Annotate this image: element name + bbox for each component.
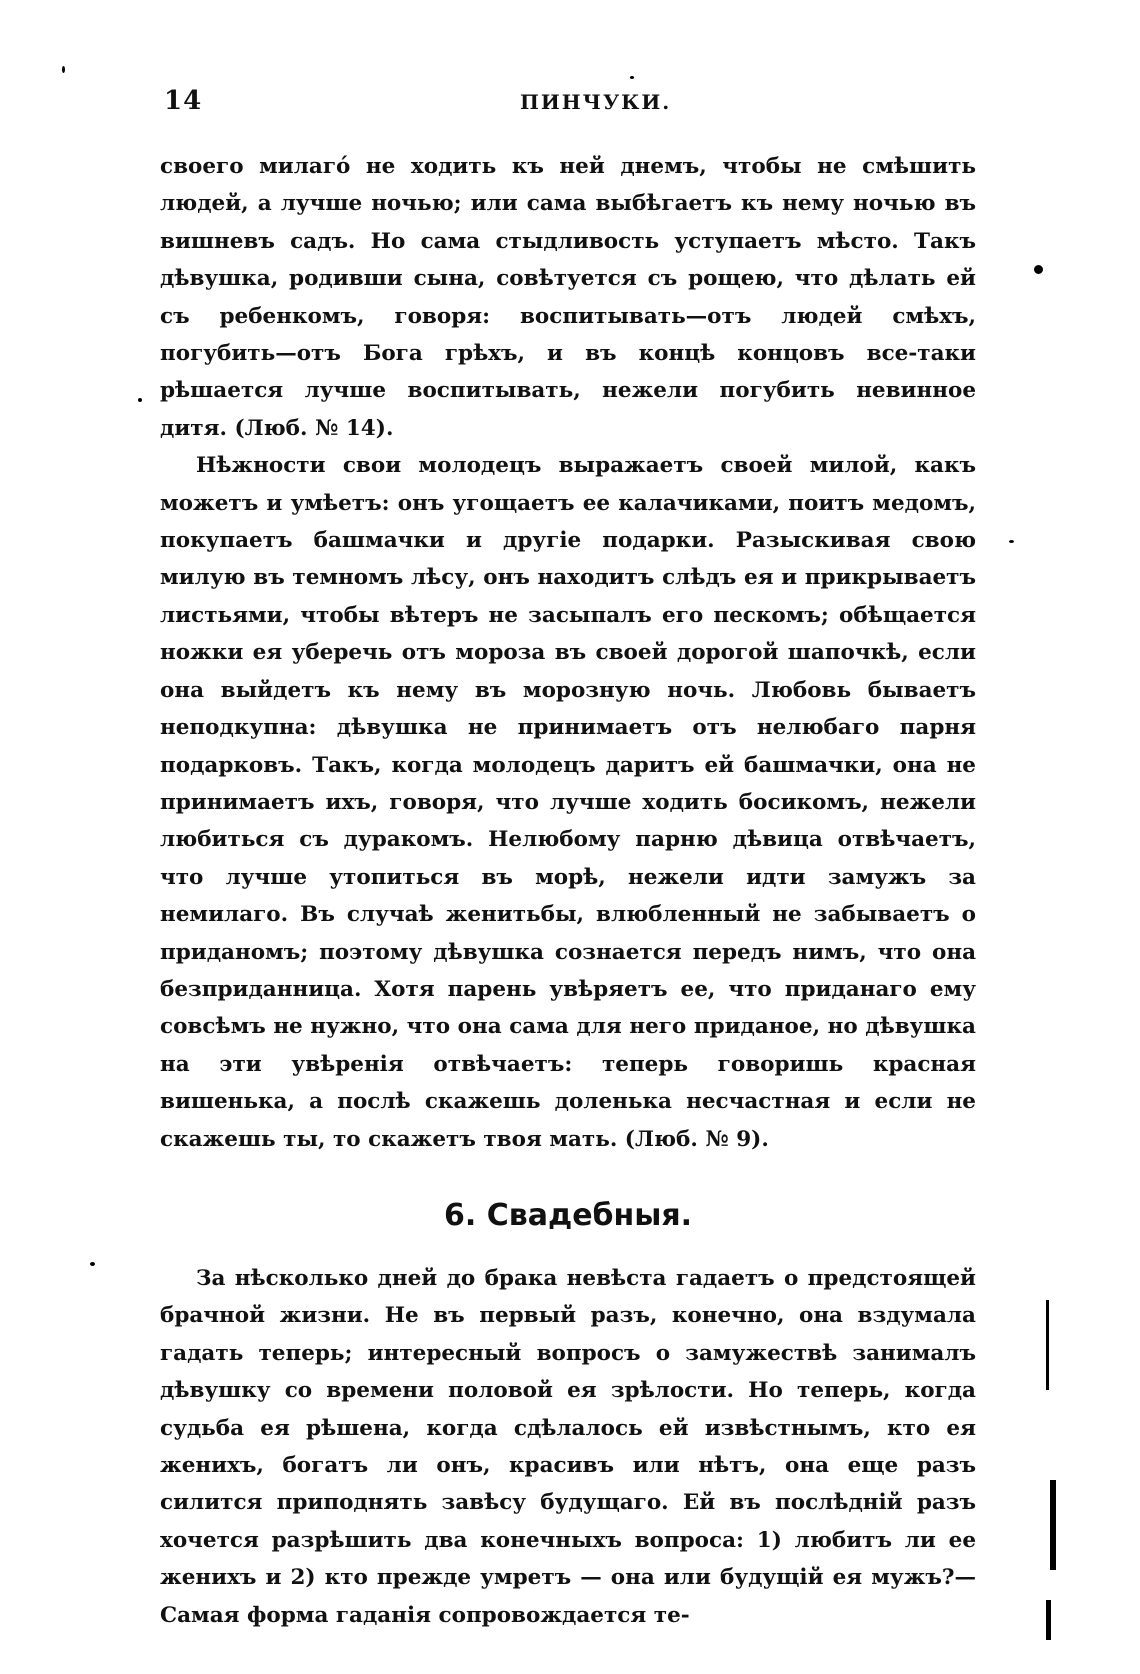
scan-speck [138,398,142,402]
scan-speck [630,76,634,79]
paragraph-1: своего милаго́ не ходить къ ней днемъ, чтобы не смѣшить людей, а лучше ночью; или сама выбѣгаетъ къ нему ночью въ вишневъ садъ. Но сама стыдливость уступаетъ мѣсто. Такъ дѣвушка, родивши сына, совѣтуется съ рощею, что дѣлать ей съ ребенкомъ, говоря: воспитывать—отъ людей смѣхъ, погубить—отъ Бога грѣхъ, и въ концѣ концовъ все-таки рѣшается лучше воспитывать, нежели погубить невинное дитя. (Люб. № 14). [160,154,976,441]
scan-speck [62,66,65,73]
section-heading: 6. Свадебныя. [444,1197,692,1233]
paragraph-3: За нѣсколько дней до брака невѣста гадаетъ о предстоящей брачной жизни. Не въ первый разъ, конечно, она вздумала гадать теперь; интересный вопросъ о замужествѣ занималъ дѣвушку со времени половой ея зрѣлости. Но теперь, когда судьба ея рѣшена, когда сдѣлалось ей извѣстнымъ, кто ея женихъ, богатъ ли онъ, красивъ или нѣтъ, она еще разъ силится приподнять завѣсу будущаго. Ей въ послѣдній разъ хочется разрѣшить два конечныхъ вопроса: 1) любитъ ли ее женихъ и 2) кто прежде умретъ — она или будущій ея мужъ?—Самая форма гаданія сопровождается те- [160,1265,976,1628]
page-number: 14 [164,86,203,116]
scan-edge-mark [1050,1480,1056,1570]
page-header [160,86,980,126]
scan-speck [1009,540,1014,543]
running-title: ПИНЧУКИ. [520,90,672,114]
scan-speck [90,1262,95,1266]
scan-edge-mark [1046,1300,1049,1390]
paragraph-2: Нѣжности свои молодецъ выражаетъ своей милой, какъ можетъ и умѣетъ: онъ угощаетъ ее калачиками, поитъ медомъ, покупаетъ башмачки и другіе подарки. Разыскивая свою милую въ темномъ лѣсу, онъ находитъ слѣдъ ея и прикрываетъ листьями, чтобы вѣтеръ не засыпалъ его пескомъ; обѣщается ножки ея уберечь отъ мороза въ своей дорогой шапочкѣ, если она выйдетъ къ нему въ морозную ночь. Любовь бываетъ неподкупна: дѣвушка не принимаетъ отъ нелюбаго парня подарковъ. Такъ, когда молодецъ даритъ ей башмачки, она не принимаетъ ихъ, говоря, что лучше ходить босикомъ, нежели любиться съ дуракомъ. Нелюбому парню дѣвица отвѣчаетъ, что лучше утопиться въ морѣ, нежели идти замужъ за немилаго. Въ случаѣ женитьбы, влюбленный не забываетъ о приданомъ; поэтому дѣвушка сознается передъ нимъ, что она безприданница. Хотя парень увѣряетъ ее, что приданаго ему совсѣмъ не нужно, что она сама для него приданое, но дѣвушка на эти увѣренія отвѣчаетъ: теперь говоришь красная вишенька, а послѣ скажешь доленька несчастная и если не скажешь ты, то скажетъ твоя мать. (Люб. № 9). [160,453,976,1152]
scan-speck [1034,265,1043,274]
scan-edge-mark [1046,1600,1051,1640]
page-body [160,148,976,1634]
